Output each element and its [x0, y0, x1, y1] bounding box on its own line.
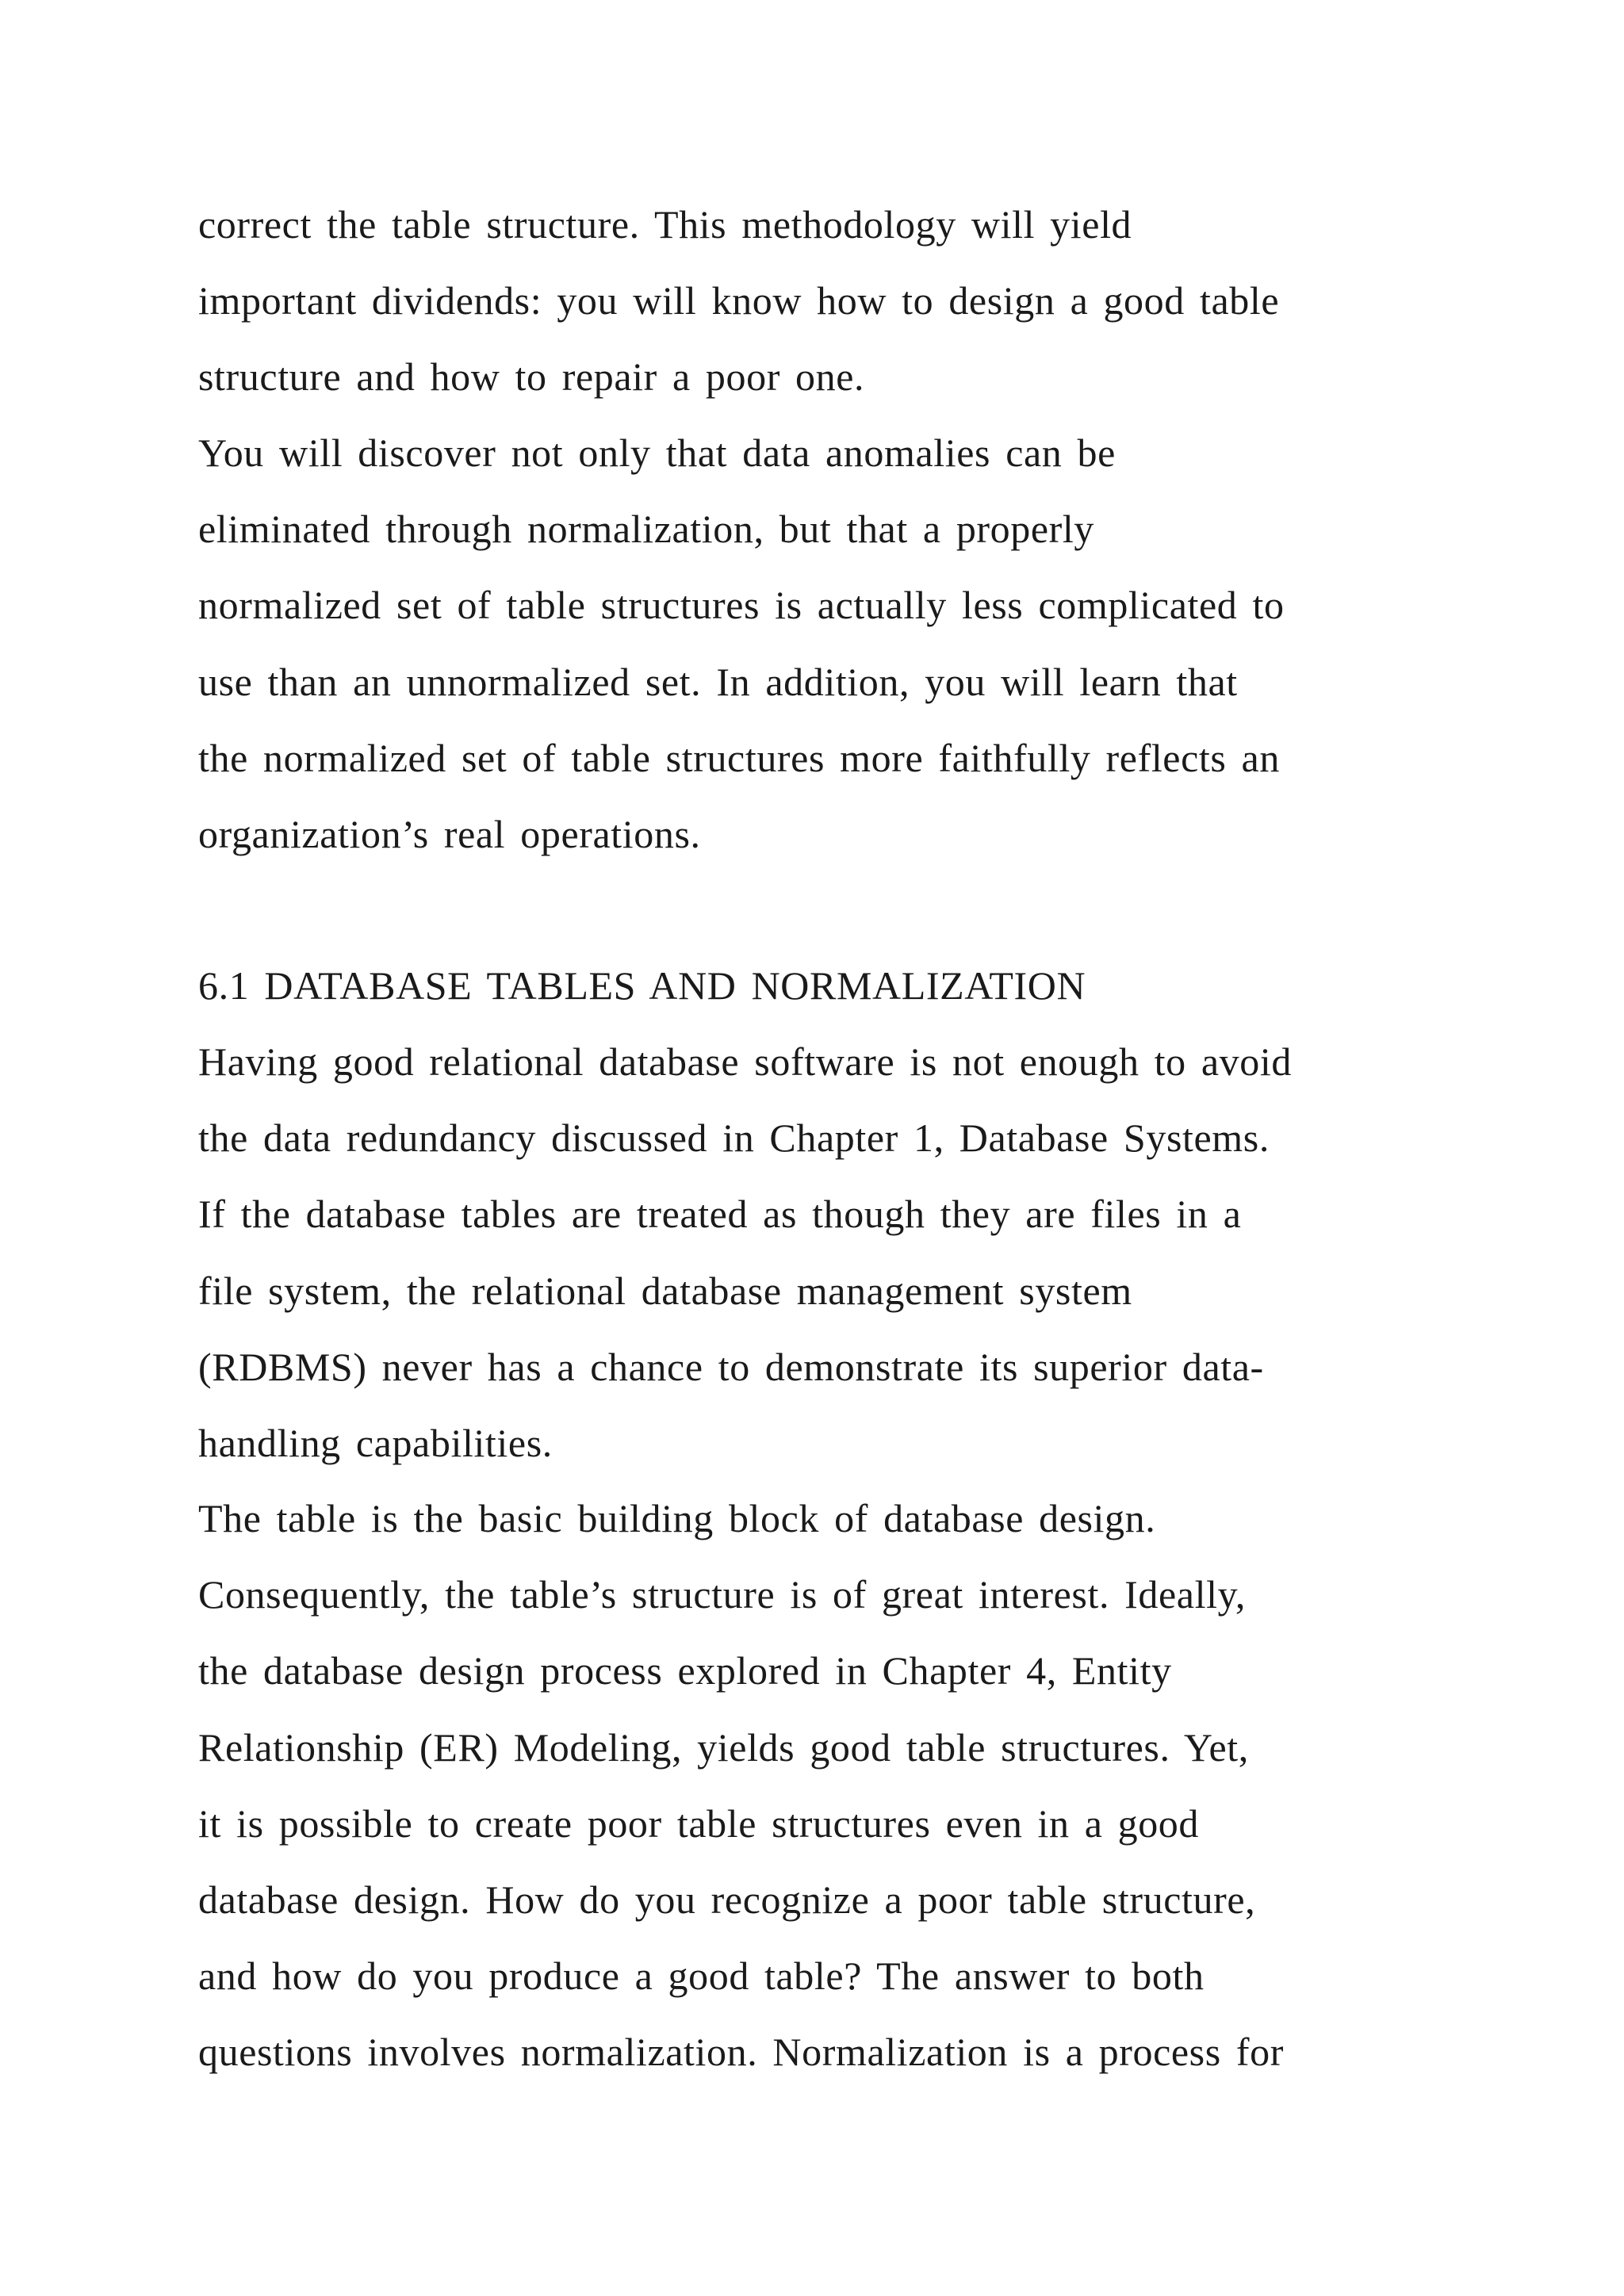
- paragraph-line: handling capabilities.: [198, 1421, 553, 1466]
- paragraph-line: structure and how to repair a poor one.: [198, 354, 865, 400]
- paragraph-line: and how do you produce a good table? The answer to both: [198, 1954, 1205, 1999]
- paragraph-line: correct the table structure. This methodology will yield: [198, 202, 1132, 247]
- paragraph-line: questions involves normalization. Normalization is a process for: [198, 2030, 1284, 2075]
- paragraph-line: The table is the basic building block of database design.: [198, 1496, 1156, 1540]
- paragraph-line: Consequently, the table’s structure is of great interest. Ideally,: [198, 1572, 1247, 1617]
- paragraph-line: If the database tables are treated as though they are files in a: [198, 1192, 1242, 1237]
- paragraph-line: Relationship (ER) Modeling, yields good table structures. Yet,: [198, 1724, 1249, 1770]
- section-heading: 6.1 DATABASE TABLES AND NORMALIZATION: [198, 963, 1086, 1008]
- paragraph-line: organization’s real operations.: [198, 812, 701, 857]
- paragraph-line: it is possible to create poor table structures even in a good: [198, 1800, 1199, 1846]
- paragraph-table-structure: [198, 1480, 1546, 2091]
- paragraph-line: use than an unnormalized set. In addition, you will learn that: [198, 659, 1238, 704]
- paragraph-line: the database design process explored in Chapter 4, Entity: [198, 1648, 1172, 1693]
- paragraph-line: You will discover not only that data anomalies can be: [198, 430, 1116, 475]
- paragraph-line: normalized set of table structures is actually less complicated to: [198, 583, 1285, 628]
- paragraph-line: Having good relational database software is not enough to avoid: [198, 1039, 1292, 1084]
- paragraph-line: eliminated through normalization, but that a properly: [198, 507, 1095, 552]
- paragraph-normalization-benefits: [198, 415, 1546, 872]
- paragraph-line: (RDBMS) never has a chance to demonstrate its superior data-: [198, 1344, 1264, 1389]
- paragraph-line: important dividends: you will know how to design a good table: [198, 278, 1280, 323]
- paragraph-rdbms: [198, 1024, 1546, 1481]
- paragraph-line: the data redundancy discussed in Chapter 1, Database Systems.: [198, 1115, 1270, 1161]
- paragraph-line: file system, the relational database management system: [198, 1268, 1132, 1313]
- paragraph-line: the normalized set of table structures more faithfully reflects an: [198, 735, 1280, 780]
- paragraph-intro-methodology: [198, 186, 1546, 415]
- paragraph-line: database design. How do you recognize a poor table structure,: [198, 1877, 1256, 1923]
